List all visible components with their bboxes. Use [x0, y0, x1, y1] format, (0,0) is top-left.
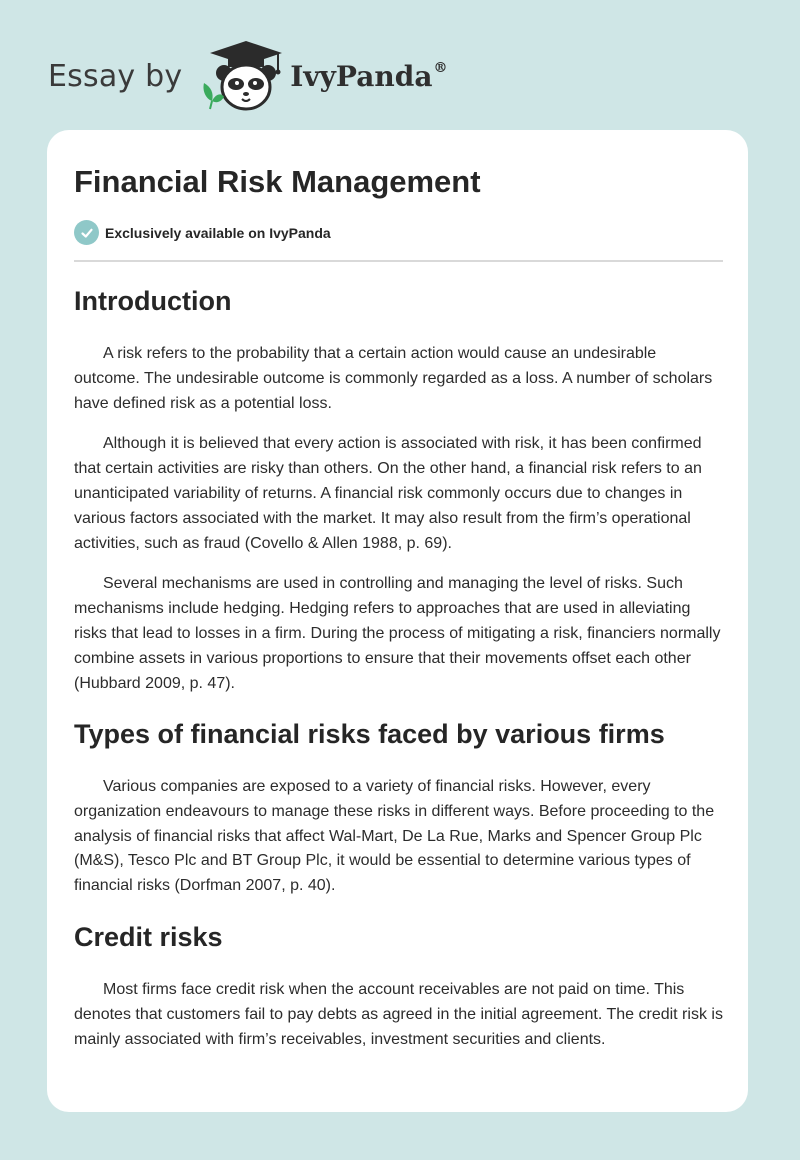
paragraph: A risk refers to the probability that a certain action would cause an undesirable outcome. The undesirable outcome is commonly regarded as a loss. A number of scholars have defined risk as a potential loss. [74, 345, 713, 412]
brand-name[interactable] [290, 60, 447, 93]
essay-card [47, 130, 748, 1112]
paragraph: Various companies are exposed to a variety of financial risks. However, every organization endeavours to manage these risks in different ways. Before proceeding to the analysis of financial risks that affect Wal-Mart, De La Rue, Marks and Spencer Group Plc (M&S), Tesco Plc and BT Group Plc, it would be essential to determine various types of financial risks (Dorfman 2007, p. 40). [74, 778, 715, 895]
check-icon [74, 220, 99, 245]
page-title: Financial Risk Management [74, 164, 481, 199]
essay-by-label: Essay by [48, 58, 183, 94]
title-divider [74, 260, 723, 262]
brand-label: IvyPanda [290, 59, 433, 93]
badge-label: Exclusively available on IvyPanda [105, 224, 331, 241]
section-introduction [74, 286, 724, 696]
paragraph: Several mechanisms are used in controlling and managing the level of risks. Such mechanisms include hedging. Hedging refers to approaches that are used in alleviating risks that lead to losses in a firm. During the process of mitigating a risk, financiers normally combine assets in various proportions to ensure that their movements offset each other (Hubbard 2009, p. 47). [74, 575, 721, 692]
paragraph: Most firms face credit risk when the account receivables are not paid on time. This denotes that customers fail to pay debts as agreed in the initial agreement. The credit risk is mainly associated with firm’s receivables, investment securities and clients. [74, 981, 723, 1048]
section-credit-risks [74, 922, 724, 1052]
section-heading: Credit risks [74, 922, 223, 952]
exclusive-badge [74, 220, 331, 245]
section-heading: Introduction [74, 286, 232, 316]
registered-mark: ® [433, 59, 448, 76]
section-types-of-risks [74, 719, 724, 899]
ivypanda-logo-icon[interactable] [198, 39, 288, 113]
section-heading: Types of financial risks faced by various firms [74, 719, 665, 749]
paragraph: Although it is believed that every action is associated with risk, it has been confirmed that certain activities are risky than others. On the other hand, a financial risk refers to an unanticipated variability of returns. A financial risk commonly occurs due to changes in various factors associated with the market. It may also result from the firm’s operational activities, such as fraud (Covello & Allen 1988, p. 69). [74, 435, 702, 552]
site-header [48, 36, 447, 116]
